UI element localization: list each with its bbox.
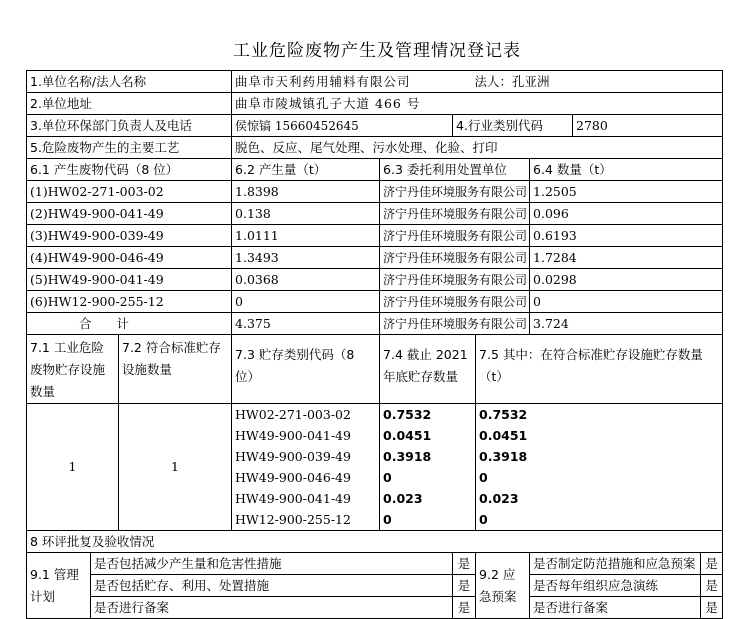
- waste-code: (2)HW49-900-041-49: [27, 203, 232, 225]
- waste-amount: 0: [232, 291, 380, 313]
- disposal-amount: 0.096: [530, 203, 723, 225]
- waste-amount: 1.3493: [232, 247, 380, 269]
- waste-amount: 0.0368: [232, 269, 380, 291]
- standard-storage-amount: 0.3918: [479, 449, 528, 464]
- storage-body-row: [27, 404, 723, 531]
- storage-amount: 0: [383, 512, 392, 527]
- disposal-amount: 1.2505: [530, 181, 723, 203]
- storage-code: HW49-900-041-49: [235, 428, 351, 443]
- unit-name-value: 曲阜市天利药用辅料有限公司: [235, 73, 411, 89]
- emergency-plan-label: 9.2 应急预案: [476, 553, 530, 619]
- waste-header-row: [27, 159, 723, 181]
- waste-amount-header: 6.2 产生量（t）: [232, 159, 380, 181]
- waste-code: (3)HW49-900-039-49: [27, 225, 232, 247]
- disposal-amount: 0: [530, 291, 723, 313]
- management-question: 是否包括减少产生量和危害性措施: [91, 553, 453, 575]
- legal-person-value: 孔亚洲: [512, 73, 550, 89]
- process-row: [27, 137, 723, 159]
- legal-person-label: 法人：: [474, 73, 513, 89]
- address-value: 曲阜市陵城镇孔子大道 466 号: [232, 93, 723, 115]
- contact-row: [27, 115, 723, 137]
- storage-amount: 0.7532: [383, 407, 432, 422]
- management-answer: 是: [453, 597, 476, 619]
- waste-amount: 0.138: [232, 203, 380, 225]
- waste-code: (4)HW49-900-046-49: [27, 247, 232, 269]
- plan-row: [27, 575, 723, 597]
- storage-amount-header: 7.4 截止 2021 年底贮存数量: [380, 335, 476, 404]
- disposal-unit: 济宁丹佳环境服务有限公司: [380, 247, 530, 269]
- management-plan-label: 9.1 管理计划: [27, 553, 91, 619]
- disposal-amount: 0.0298: [530, 269, 723, 291]
- table-row: [27, 247, 723, 269]
- standard-storage-amount-list: [476, 404, 723, 531]
- industry-code: 2780: [573, 115, 723, 137]
- disposal-amount: 0.6193: [530, 225, 723, 247]
- total-disposal-unit: 济宁丹佳环境服务有限公司: [380, 313, 530, 335]
- address-row: [27, 93, 723, 115]
- emergency-answer: 是: [701, 597, 723, 619]
- table-row: [27, 203, 723, 225]
- standard-facility-count: 1: [119, 404, 232, 531]
- table-row: [27, 225, 723, 247]
- standard-storage-amount: 0.023: [479, 491, 519, 506]
- page-title: 工业危险废物产生及管理情况登记表: [233, 41, 521, 61]
- industry-label: 4.行业类别代码: [453, 115, 573, 137]
- waste-code: (6)HW12-900-255-12: [27, 291, 232, 313]
- unit-name-label: 1.单位名称/法人名称: [27, 71, 232, 93]
- process-label: 5.危险废物产生的主要工艺: [27, 137, 232, 159]
- emergency-question: 是否每年组织应急演练: [530, 575, 701, 597]
- storage-code: HW49-900-046-49: [235, 470, 351, 485]
- storage-facility-header: 7.1 工业危险废物贮存设施数量: [27, 335, 119, 404]
- plan-row: [27, 553, 723, 575]
- storage-code: HW12-900-255-12: [235, 512, 351, 527]
- standard-storage-amount: 0: [479, 512, 488, 527]
- waste-code: (5)HW49-900-041-49: [27, 269, 232, 291]
- unit-name-cell: [232, 71, 723, 93]
- table-row: [27, 269, 723, 291]
- emergency-question: 是否制定防范措施和应急预案: [530, 553, 701, 575]
- storage-code: HW49-900-041-49: [235, 491, 351, 506]
- process-value: 脱色、反应、尾气处理、污水处理、化验、打印: [232, 137, 723, 159]
- storage-code-list: [232, 404, 380, 531]
- plan-row: [27, 597, 723, 619]
- emergency-question: 是否进行备案: [530, 597, 701, 619]
- waste-amount: 1.0111: [232, 225, 380, 247]
- storage-header-row: [27, 335, 723, 404]
- waste-code: (1)HW02-271-003-02: [27, 181, 232, 203]
- management-answer: 是: [453, 553, 476, 575]
- disposal-unit: 济宁丹佳环境服务有限公司: [380, 225, 530, 247]
- standard-storage-amount: 0: [479, 470, 488, 485]
- emergency-answer: 是: [701, 553, 723, 575]
- disposal-amount: 1.7284: [530, 247, 723, 269]
- storage-facility-count: 1: [27, 404, 119, 531]
- contact-value: 侯惊镐 15660452645: [232, 115, 453, 137]
- address-label: 2.单位地址: [27, 93, 232, 115]
- contact-label: 3.单位环保部门负责人及电话: [27, 115, 232, 137]
- standard-storage-amount: 0.7532: [479, 407, 528, 422]
- registration-table: [26, 70, 723, 619]
- storage-amount: 0.0451: [383, 428, 432, 443]
- disposal-unit: 济宁丹佳环境服务有限公司: [380, 203, 530, 225]
- table-row: [27, 291, 723, 313]
- emergency-answer: 是: [701, 575, 723, 597]
- total-amount: 4.375: [232, 313, 380, 335]
- management-question: 是否进行备案: [91, 597, 453, 619]
- storage-amount: 0.023: [383, 491, 423, 506]
- disposal-unit-header: 6.3 委托利用处置单位: [380, 159, 530, 181]
- storage-code: HW49-900-039-49: [235, 449, 351, 464]
- storage-code: HW02-271-003-02: [235, 407, 351, 422]
- storage-amount-list: [380, 404, 476, 531]
- disposal-amount-header: 6.4 数量（t）: [530, 159, 723, 181]
- eia-label: 8 环评批复及验收情况: [27, 531, 723, 553]
- disposal-unit: 济宁丹佳环境服务有限公司: [380, 269, 530, 291]
- table-row: [27, 181, 723, 203]
- standard-facility-header: 7.2 符合标准贮存设施数量: [119, 335, 232, 404]
- storage-amount: 0.3918: [383, 449, 432, 464]
- unit-name-row: [27, 71, 723, 93]
- disposal-unit: 济宁丹佳环境服务有限公司: [380, 181, 530, 203]
- eia-row: [27, 531, 723, 553]
- waste-code-header: 6.1 产生废物代码（8 位）: [27, 159, 232, 181]
- storage-amount: 0: [383, 470, 392, 485]
- storage-code-header: 7.3 贮存类别代码（8 位）: [232, 335, 380, 404]
- waste-amount: 1.8398: [232, 181, 380, 203]
- standard-storage-amount: 0.0451: [479, 428, 528, 443]
- standard-storage-amount-header: 7.5 其中：在符合标准贮存设施贮存数量（t）: [476, 335, 723, 404]
- management-question: 是否包括贮存、利用、处置措施: [91, 575, 453, 597]
- total-row: [27, 313, 723, 335]
- total-label: 合 计: [27, 313, 232, 335]
- disposal-unit: 济宁丹佳环境服务有限公司: [380, 291, 530, 313]
- management-answer: 是: [453, 575, 476, 597]
- total-disposal-amount: 3.724: [530, 313, 723, 335]
